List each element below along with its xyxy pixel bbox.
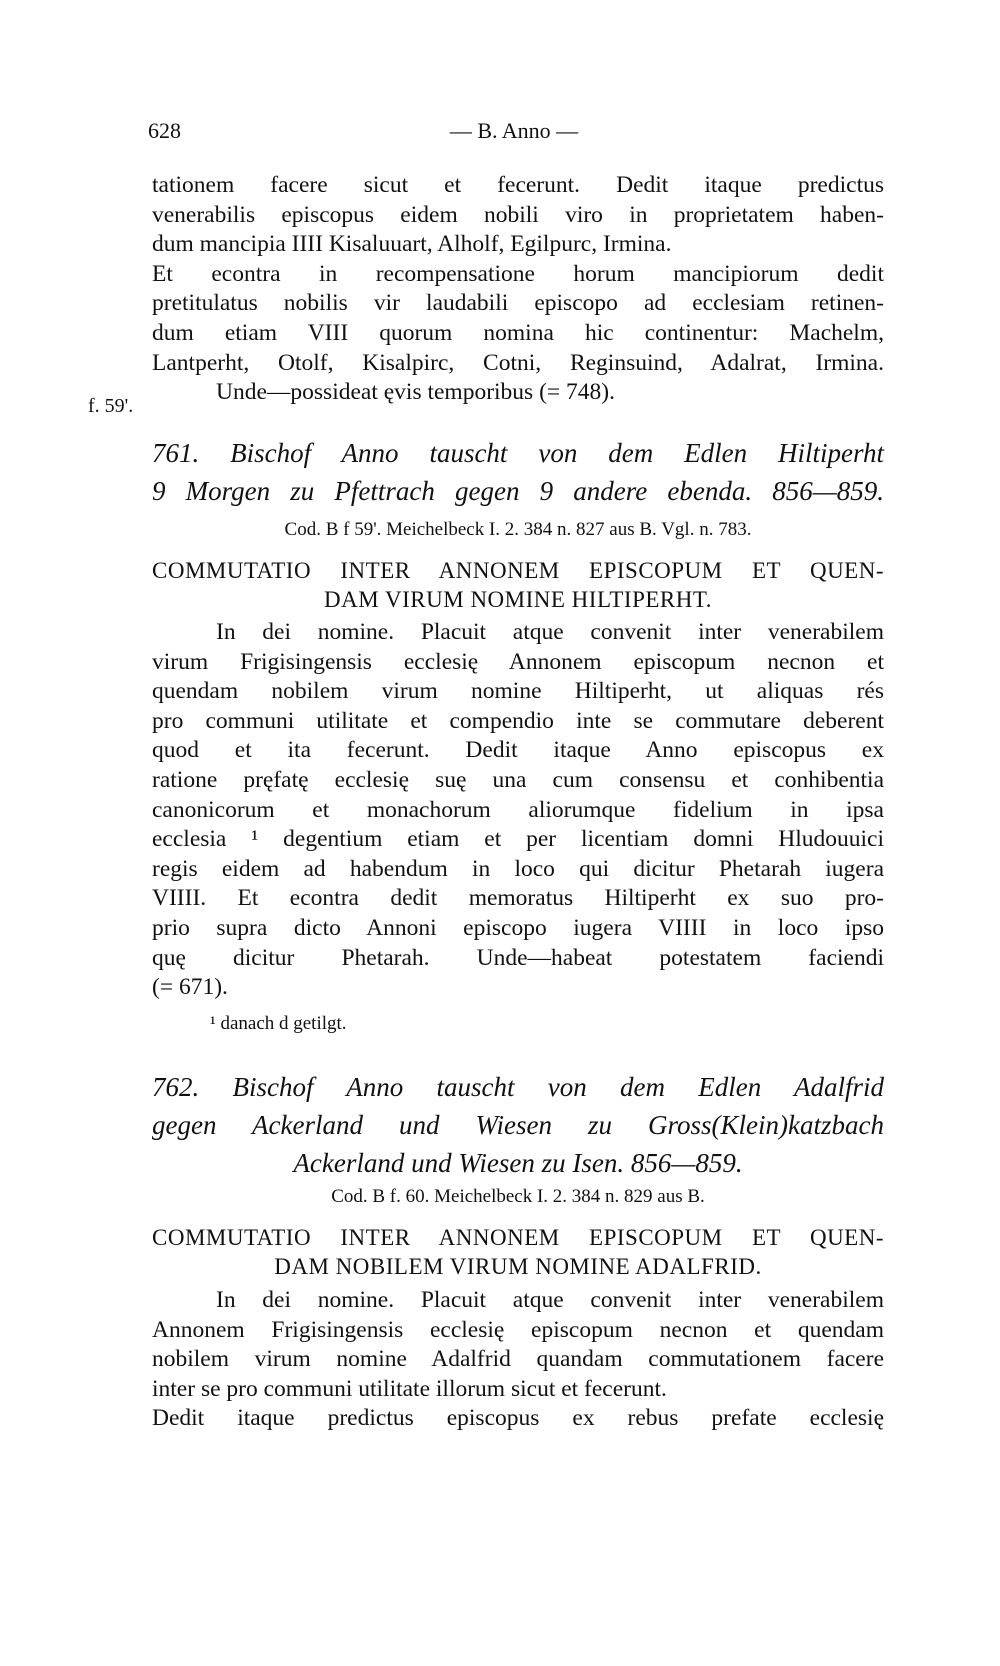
title-line: 762. Bischof Anno tauscht von dem Edlen Adalfrid	[152, 1072, 884, 1102]
heading-line: DAM VIRUM NOMINE HILTIPERHT.	[324, 587, 712, 612]
text-line: canonicorum et monachorum aliorumque fidelium in ipsa	[152, 796, 884, 823]
page-header	[148, 118, 880, 152]
text-line: pretitulatus nobilis vir laudabili episcopo ad ecclesiam retinen-	[152, 290, 884, 317]
entry-762-source: Cod. B f. 60. Meichelbeck I. 2. 384 n. 829 aus B.	[331, 1186, 705, 1207]
text-line: VIIII. Et econtra dedit memoratus Hiltiperht ex suo pro-	[152, 885, 884, 912]
text-line: regis eidem ad habendum in loco qui dicitur Phetarah iugera	[152, 855, 884, 882]
entry-762-title	[152, 1068, 884, 1182]
title-line: 761. Bischof Anno tauscht von dem Edlen Hiltiperht	[152, 438, 884, 468]
entry-762-text	[152, 1286, 884, 1434]
entry-761-text	[152, 618, 884, 1003]
text-line: ratione pręfatę ecclesię suę una cum consensu et conhibentia	[152, 766, 884, 793]
title-line: Ackerland und Wiesen zu Isen. 856—859.	[293, 1148, 743, 1178]
text-line: dum etiam VIII quorum nomina hic continentur: Machelm,	[152, 319, 884, 346]
entry-761-source: Cod. B f 59'. Meichelbeck I. 2. 384 n. 827 aus B. Vgl. n. 783.	[284, 519, 752, 540]
text-line: venerabilis episcopus eidem nobili viro in proprietatem haben-	[152, 201, 884, 228]
heading-line: COMMUTATIO INTER ANNONEM EPISCOPUM ET QUEN-	[152, 558, 884, 583]
text-line: inter se pro communi utilitate illorum sicut et fecerunt.	[152, 1375, 667, 1402]
entry-761-heading	[152, 556, 884, 614]
text-line: In dei nomine. Placuit atque convenit inter venerabilem	[216, 1287, 884, 1313]
text-line: tationem facere sicut et fecerunt. Dedit itaque predictus	[152, 172, 884, 198]
margin-note: f. 59'.	[88, 395, 134, 417]
text-line: Unde—possideat ęvis temporibus (= 748).	[216, 379, 615, 406]
running-title: — B. Anno —	[449, 118, 579, 143]
heading-line: DAM NOBILEM VIRUM NOMINE ADALFRID.	[274, 1254, 762, 1279]
entry-762-heading	[152, 1223, 884, 1281]
text-line: ecclesia ¹ degentium etiam et per licentiam domni Hludouuici	[152, 826, 884, 853]
page-number: 628	[148, 118, 181, 143]
text-line: virum Frigisingensis ecclesię Annonem episcopum necnon et	[152, 648, 884, 675]
text-line: Annonem Frigisingensis ecclesię episcopum necnon et quendam	[152, 1316, 884, 1343]
text-line: dum mancipia IIII Kisaluuart, Alholf, Egilpurc, Irmina.	[152, 231, 672, 258]
text-line: prio supra dicto Annoni episcopo iugera VIIII in loco ipso	[152, 914, 884, 941]
text-line: pro communi utilitate et compendio inte se commutare deberent	[152, 707, 884, 734]
text-line: nobilem virum nomine Adalfrid quandam commutationem facere	[152, 1346, 884, 1373]
text-line: Et econtra in recompensatione horum mancipiorum dedit	[152, 260, 884, 287]
text-line: quendam nobilem virum nomine Hiltiperht, ut aliquas rés	[152, 678, 884, 705]
text-line: quę dicitur Phetarah. Unde—habeat potestatem faciendi	[152, 944, 884, 971]
text-line: quod et ita fecerunt. Dedit itaque Anno episcopus ex	[152, 737, 884, 764]
text-line: Lantperht, Otolf, Kisalpirc, Cotni, Reginsuind, Adalrat, Irmina.	[152, 349, 884, 376]
heading-line: COMMUTATIO INTER ANNONEM EPISCOPUM ET QUEN-	[152, 1225, 884, 1250]
text-line: In dei nomine. Placuit atque convenit inter venerabilem	[216, 619, 884, 645]
entry-761-title	[152, 434, 884, 510]
title-line: 9 Morgen zu Pfettrach gegen 9 andere ebenda. 856—859.	[152, 476, 884, 506]
text-line: Dedit itaque predictus episcopus ex rebus prefate ecclesię	[152, 1405, 884, 1432]
continuation-text	[152, 171, 884, 408]
text-line: (= 671).	[152, 974, 228, 1001]
title-line: gegen Ackerland und Wiesen zu Gross(Klein)katzbach	[152, 1110, 884, 1140]
entry-761-footnote: ¹ danach d getilgt.	[210, 1013, 347, 1034]
